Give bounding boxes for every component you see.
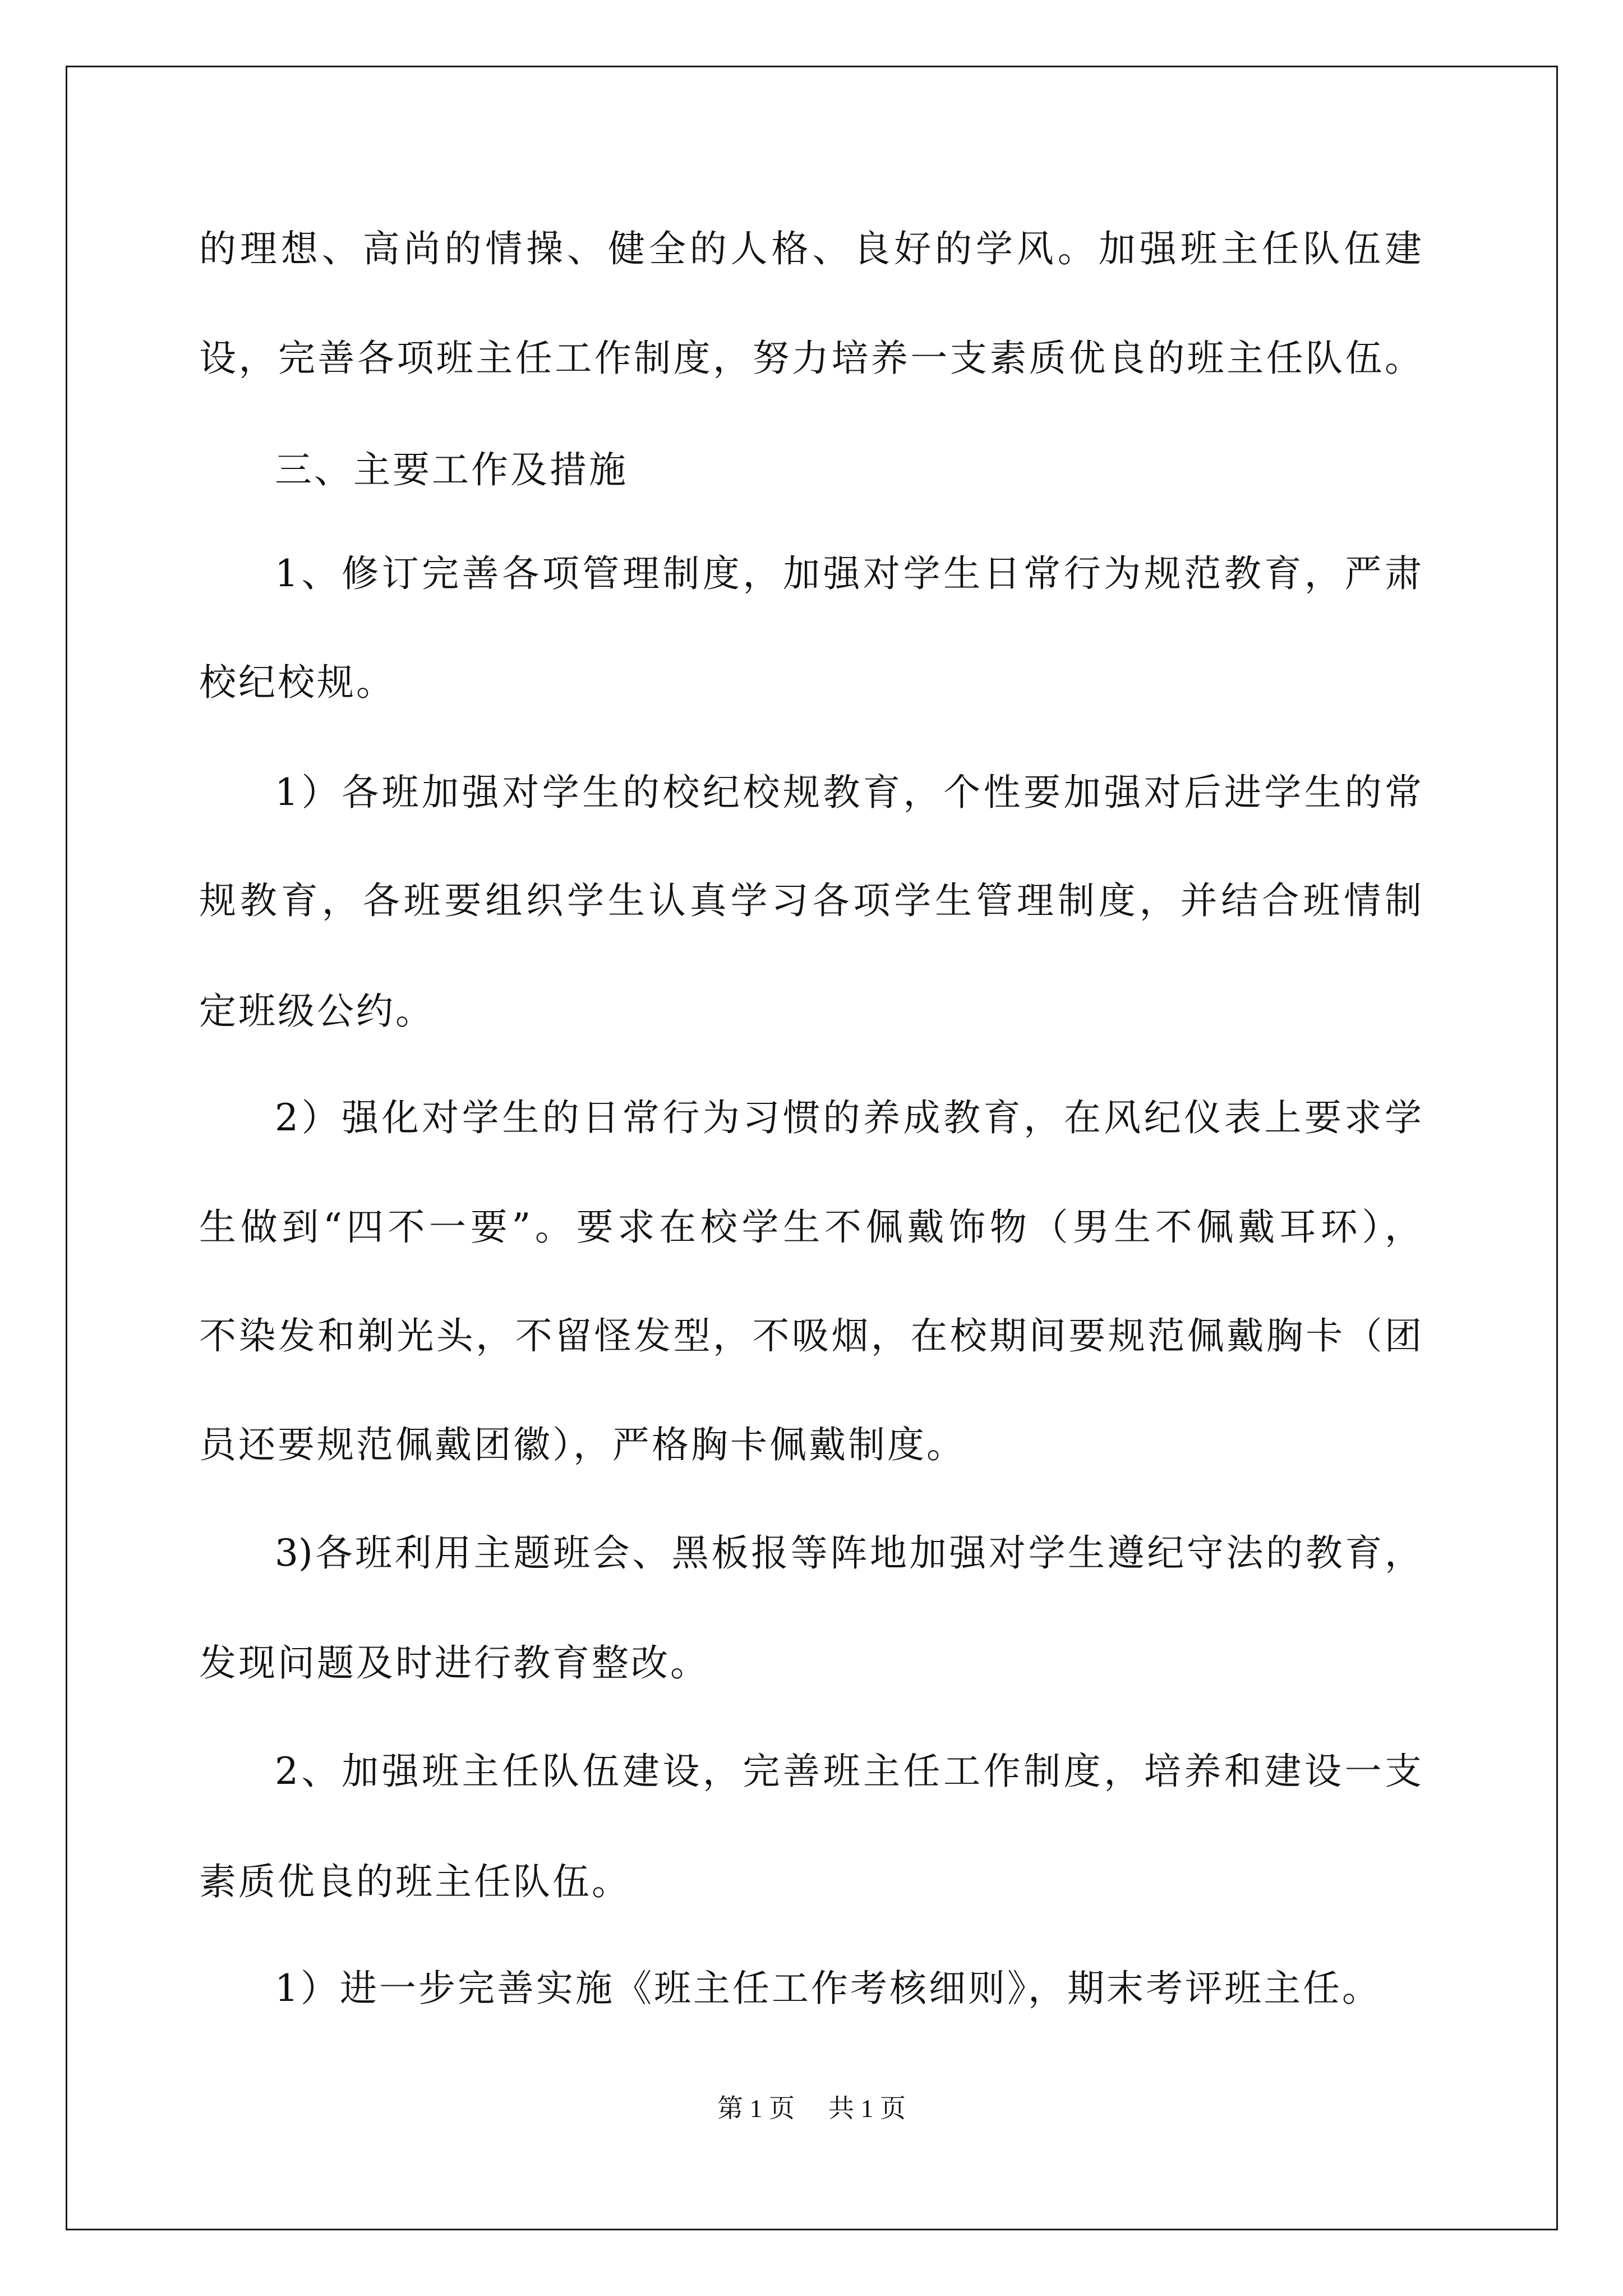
page-number: 第 1 页 [717, 2094, 795, 2123]
paragraph-line: 校纪校规。 [199, 661, 395, 704]
paragraph-line: 1、修订完善各项管理制度，加强对学生日常行为规范教育，严肃 [275, 552, 1422, 595]
paragraph-line: 生做到“四不一要”。要求在校学生不佩戴饰物（男生不佩戴耳环）， [199, 1205, 1422, 1249]
paragraph-line: 员还要规范佩戴团徽），严格胸卡佩戴制度。 [199, 1423, 966, 1466]
paragraph-line: 2）强化对学生的日常行为习惯的养成教育，在风纪仪表上要求学 [275, 1096, 1422, 1139]
page-border [66, 66, 1558, 2230]
paragraph-line: 素质优良的班主任队伍。 [199, 1860, 631, 1903]
paragraph-line: 不染发和剃光头，不留怪发型，不吸烟，在校期间要规范佩戴胸卡（团 [199, 1314, 1422, 1358]
page-total: 共 1 页 [828, 2094, 906, 2123]
paragraph-line: 3)各班利用主题班会、黑板报等阵地加强对学生遵纪守法的教育， [275, 1531, 1422, 1575]
paragraph-line: 1）进一步完善实施《班主任工作考核细则》，期末考评班主任。 [275, 1967, 1381, 2010]
paragraph-line: 定班级公约。 [199, 990, 435, 1033]
paragraph-line: 的理想、高尚的情操、健全的人格、良好的学风。加强班主任队伍建 [199, 227, 1422, 270]
paragraph-line: 1）各班加强对学生的校纪校规教育，个性要加强对后进学生的常 [275, 771, 1422, 814]
section-heading: 三、主要工作及措施 [275, 448, 628, 491]
page-footer [0, 2093, 1623, 2124]
paragraph-line: 2、加强班主任队伍建设，完善班主任工作制度，培养和建设一支 [275, 1750, 1422, 1793]
paragraph-line: 规教育，各班要组织学生认真学习各项学生管理制度，并结合班情制 [199, 879, 1422, 922]
paragraph-line: 设，完善各项班主任工作制度，努力培养一支素质优良的班主任队伍。 [199, 337, 1422, 380]
paragraph-line: 发现问题及时进行教育整改。 [199, 1641, 709, 1685]
